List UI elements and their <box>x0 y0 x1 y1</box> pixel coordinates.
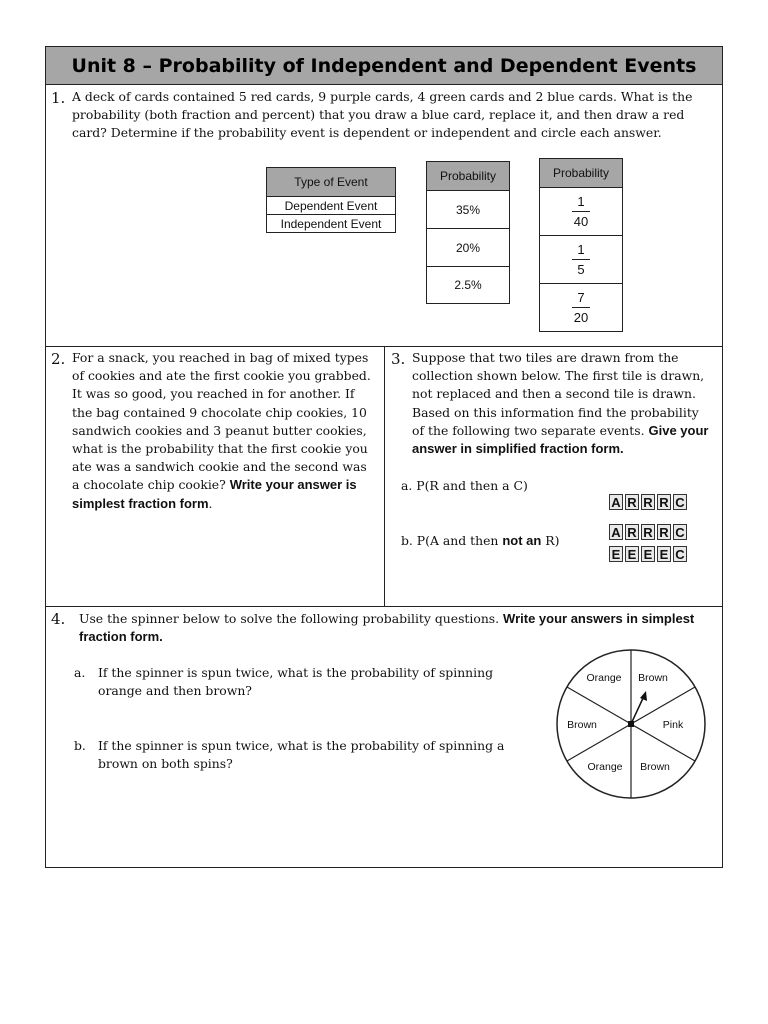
tile: A <box>609 524 623 540</box>
q3-instruction-bold-2: answer in simplified fraction form. <box>412 441 624 457</box>
percent-option-3[interactable]: 2.5% <box>427 267 510 304</box>
q2-line: For a snack, you reached in bag of mixed types <box>72 350 369 365</box>
q3-line: not replaced and then a second tile is drawn. <box>412 386 696 402</box>
fraction-3-denominator: 20 <box>573 310 589 325</box>
q3-line: collection shown below. The first tile is drawn, <box>412 368 705 384</box>
tile: R <box>625 524 639 540</box>
fraction-1-numerator: 1 <box>577 194 585 209</box>
q3b-bold: not an <box>502 533 542 548</box>
q4-instruction-bold-2: fraction form. <box>79 629 163 645</box>
tile: R <box>625 494 639 510</box>
fraction-2-denominator: 5 <box>577 262 585 277</box>
divider-q2-q3-bottom <box>46 606 722 607</box>
tile: R <box>641 524 655 540</box>
q4b-line-1: If the spinner is spun twice, what is the probability of spinning a <box>98 738 505 753</box>
spinner-label-orange-top: Orange <box>586 672 622 684</box>
q2-text <box>72 349 382 513</box>
worksheet <box>45 46 723 868</box>
q1-text <box>72 88 720 143</box>
tile: R <box>641 494 655 510</box>
q2-number: 2. <box>51 350 66 368</box>
q4a-label: a. <box>74 665 86 680</box>
fraction-3-numerator: 7 <box>577 290 585 305</box>
fraction-table-header: Probability <box>540 159 623 188</box>
q2-line: sandwich cookies and 3 peanut butter cookies, <box>72 422 367 438</box>
fraction-probability-table <box>539 158 623 332</box>
spinner-label-pink: Pink <box>662 719 684 731</box>
page-title: Unit 8 – Probability of Independent and Dependent Events <box>46 47 722 85</box>
q2-instruction-bold: Write your answer is <box>229 477 357 493</box>
tile: E <box>657 546 671 562</box>
q3b-end: R) <box>541 533 560 548</box>
tile: C <box>673 494 687 510</box>
tiles-set-a <box>609 494 689 510</box>
fraction-option-3[interactable] <box>540 284 623 332</box>
tiles-set-b-row-2 <box>609 546 689 562</box>
q3-line: Suppose that two tiles are drawn from the <box>412 350 679 365</box>
q3-line-plain: of the following two separate events. <box>412 422 649 438</box>
q2-line-plain: a chocolate chip cookie? <box>72 477 230 493</box>
event-type-table <box>266 167 396 233</box>
q4a-line-1: If the spinner is spun twice, what is the probability of spinning <box>98 665 494 680</box>
fraction-option-1[interactable] <box>540 188 623 236</box>
q2-line: what is the probability that the first cookie you <box>72 441 368 457</box>
q4a-line-2: orange and then brown? <box>98 683 252 699</box>
event-type-header: Type of Event <box>267 168 396 197</box>
spinner-label-orange-bottom: Orange <box>587 761 623 773</box>
q1-text-line-3: card? Determine if the probability event is dependent or independent and circle each answer. <box>72 125 662 141</box>
q3-line <box>412 422 722 440</box>
tile: C <box>673 524 687 540</box>
tile: R <box>657 494 671 510</box>
percent-table-header: Probability <box>427 162 510 191</box>
q1-text-line-2: probability (both fraction and percent) that you draw a blue card, replace it, and then draw a red <box>72 107 685 123</box>
percent-probability-table <box>426 161 510 304</box>
percent-option-1[interactable]: 35% <box>427 191 510 229</box>
tile: E <box>641 546 655 562</box>
fraction-2-numerator: 1 <box>577 242 585 257</box>
q3-line: Based on this information find the probability <box>412 404 699 420</box>
tile: R <box>657 524 671 540</box>
q2-line: It was so good, you reached in for another. If <box>72 386 355 402</box>
q3a-prompt: a. P(R and then a C) <box>401 478 528 493</box>
tile: E <box>625 546 639 562</box>
q4-line <box>79 610 719 628</box>
tile: E <box>609 546 623 562</box>
q3-number: 3. <box>391 350 406 368</box>
spinner-label-brown-left: Brown <box>567 719 597 731</box>
q4-text <box>79 610 719 646</box>
tile: A <box>609 494 623 510</box>
q4b-label: b. <box>74 738 86 753</box>
q4-number: 4. <box>51 610 66 628</box>
fraction-option-2[interactable] <box>540 236 623 284</box>
q4b-prompt <box>98 737 518 773</box>
tiles-set-b-row-1 <box>609 524 689 540</box>
q3b-plain: b. P(A and then <box>401 533 503 548</box>
fraction-1-denominator: 40 <box>573 214 589 229</box>
q2-period: . <box>208 495 213 511</box>
q4b-line-2: brown on both spins? <box>98 756 233 772</box>
q3-instruction-bold: Give your <box>648 422 709 438</box>
spinner-label-brown-bottom: Brown <box>640 761 670 773</box>
q1-text-line-1: A deck of cards contained 5 red cards, 9 purple cards, 4 green cards and 2 blue cards. What is the <box>72 89 693 104</box>
percent-option-2[interactable]: 20% <box>427 229 510 267</box>
q3b-prompt <box>401 532 559 550</box>
spinner <box>551 644 711 804</box>
q2-line <box>72 495 382 513</box>
q4-instruction-bold: Write your answers in simplest <box>503 611 695 626</box>
q2-instruction-bold-2: simplest fraction form <box>72 495 209 511</box>
spinner-label-brown-top: Brown <box>638 672 668 684</box>
tile: C <box>673 546 687 562</box>
divider-q2-q3 <box>384 346 385 606</box>
q2-line: of cookies and ate the first cookie you grabbed. <box>72 368 371 384</box>
spinner-pivot <box>628 721 634 727</box>
q3-text <box>412 349 722 458</box>
q2-line: the bag contained 9 chocolate chip cookies, 10 <box>72 404 367 420</box>
q4-line-plain: Use the spinner below to solve the following probability questions. <box>79 611 504 626</box>
q2-line <box>72 476 382 494</box>
q1-number: 1. <box>51 89 66 107</box>
independent-event-option[interactable]: Independent Event <box>267 215 396 233</box>
q4a-prompt <box>98 664 518 700</box>
dependent-event-option[interactable]: Dependent Event <box>267 197 396 215</box>
q2-line: ate was a sandwich cookie and the second was <box>72 459 367 475</box>
q3-line <box>412 440 722 458</box>
